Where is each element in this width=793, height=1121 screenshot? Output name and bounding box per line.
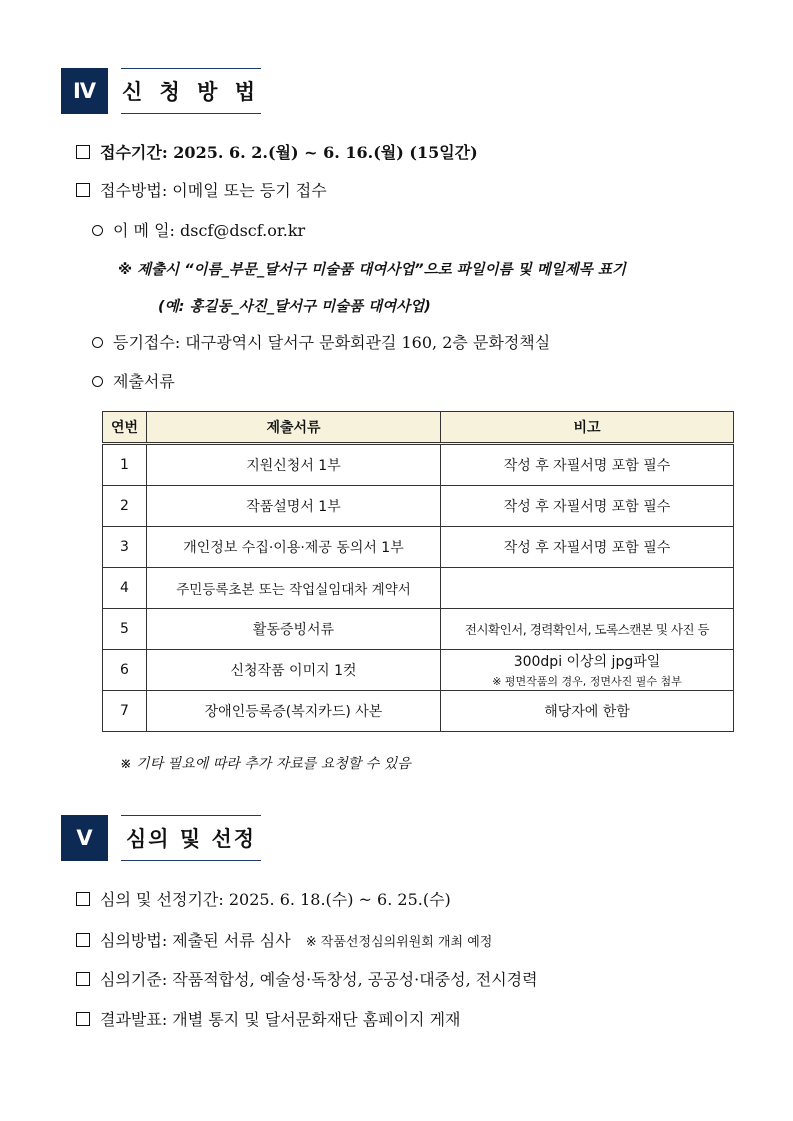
circle-bullet-icon xyxy=(92,376,103,387)
application-period: 접수기간: 2025. 6. 2.(월) ~ 6. 16.(월) (15일간) xyxy=(76,140,478,163)
checkbox-square-icon xyxy=(76,183,90,197)
table-row xyxy=(103,527,734,568)
circle-bullet-icon xyxy=(92,337,103,348)
application-method: 접수방법: 이메일 또는 등기 접수 xyxy=(76,178,327,201)
circle-bullet-icon xyxy=(92,225,103,236)
row-document: 작품설명서 1부 xyxy=(147,486,441,527)
review-method-note: ※ 작품선정심의위원회 개최 예정 xyxy=(305,935,493,950)
row-document: 지원신청서 1부 xyxy=(147,444,441,486)
header-document: 제출서류 xyxy=(147,412,441,444)
row-remark-main: 300dpi 이상의 jpg파일 xyxy=(513,654,661,670)
row-remark xyxy=(441,650,734,691)
table-row xyxy=(103,650,734,691)
table-row xyxy=(103,444,734,486)
row-remark xyxy=(441,568,734,609)
row-remark-sub: ※ 평면작품의 경우, 정면사진 필수 첨부 xyxy=(492,675,682,688)
filename-example: (예: 홍길동_사진_달서구 미술품 대여사업) xyxy=(158,299,431,315)
row-no: 6 xyxy=(103,650,147,691)
filename-note: ※ 제출시 “이름_부문_달서구 미술품 대여사업”으로 파일이름 및 메일제목 표기 xyxy=(118,262,626,278)
email-info: 이 메 일: dscf@dscf.or.kr xyxy=(92,218,305,241)
row-no: 2 xyxy=(103,486,147,527)
row-no: 4 xyxy=(103,568,147,609)
table-header-row xyxy=(103,412,734,444)
row-no: 3 xyxy=(103,527,147,568)
table-row xyxy=(103,691,734,732)
row-document: 개인정보 수집·이용·제공 동의서 1부 xyxy=(147,527,441,568)
row-no: 1 xyxy=(103,444,147,486)
checkbox-square-icon xyxy=(76,972,90,986)
review-method: 심의방법: 제출된 서류 심사 ※ 작품선정심의위원회 개최 예정 xyxy=(76,928,492,951)
header-remark: 비고 xyxy=(441,412,734,444)
checkbox-square-icon xyxy=(76,933,90,947)
documents-label: 제출서류 xyxy=(92,369,175,392)
header-no: 연번 xyxy=(103,412,147,444)
section-4-title: 신 청 방 법 xyxy=(121,68,261,114)
row-remark: 작성 후 자필서명 포함 필수 xyxy=(441,486,734,527)
row-remark: 작성 후 자필서명 포함 필수 xyxy=(441,527,734,568)
post-info: 등기접수: 대구광역시 달서구 문화회관길 160, 2층 문화정책실 xyxy=(92,330,550,353)
table-footnote: ※ 기타 필요에 따라 추가 자료를 요청할 수 있음 xyxy=(120,756,411,772)
row-remark: 작성 후 자필서명 포함 필수 xyxy=(441,444,734,486)
checkbox-square-icon xyxy=(76,145,90,159)
checkbox-square-icon xyxy=(76,1012,90,1026)
checkbox-square-icon xyxy=(76,892,90,906)
row-remark: 해당자에 한함 xyxy=(441,691,734,732)
section-4-badge: Ⅳ xyxy=(61,68,108,114)
row-document: 활동증빙서류 xyxy=(147,609,441,650)
row-document: 신청작품 이미지 1컷 xyxy=(147,650,441,691)
section-5-badge: Ⅴ xyxy=(61,815,108,861)
row-no: 7 xyxy=(103,691,147,732)
table-row xyxy=(103,568,734,609)
row-remark: 전시확인서, 경력확인서, 도록스캔본 및 사진 등 xyxy=(441,609,734,650)
table-row xyxy=(103,609,734,650)
documents-table xyxy=(102,411,734,732)
review-criteria: 심의기준: 작품적합성, 예술성·독창성, 공공성·대중성, 전시경력 xyxy=(76,967,538,990)
row-no: 5 xyxy=(103,609,147,650)
row-document: 주민등록초본 또는 작업실임대차 계약서 xyxy=(147,568,441,609)
result-announcement: 결과발표: 개별 통지 및 달서문화재단 홈페이지 게재 xyxy=(76,1007,460,1030)
row-document: 장애인등록증(복지카드) 사본 xyxy=(147,691,441,732)
table-row xyxy=(103,486,734,527)
review-period: 심의 및 선정기간: 2025. 6. 18.(수) ~ 6. 25.(수) xyxy=(76,887,451,910)
section-5-title: 심의 및 선정 xyxy=(121,815,261,861)
